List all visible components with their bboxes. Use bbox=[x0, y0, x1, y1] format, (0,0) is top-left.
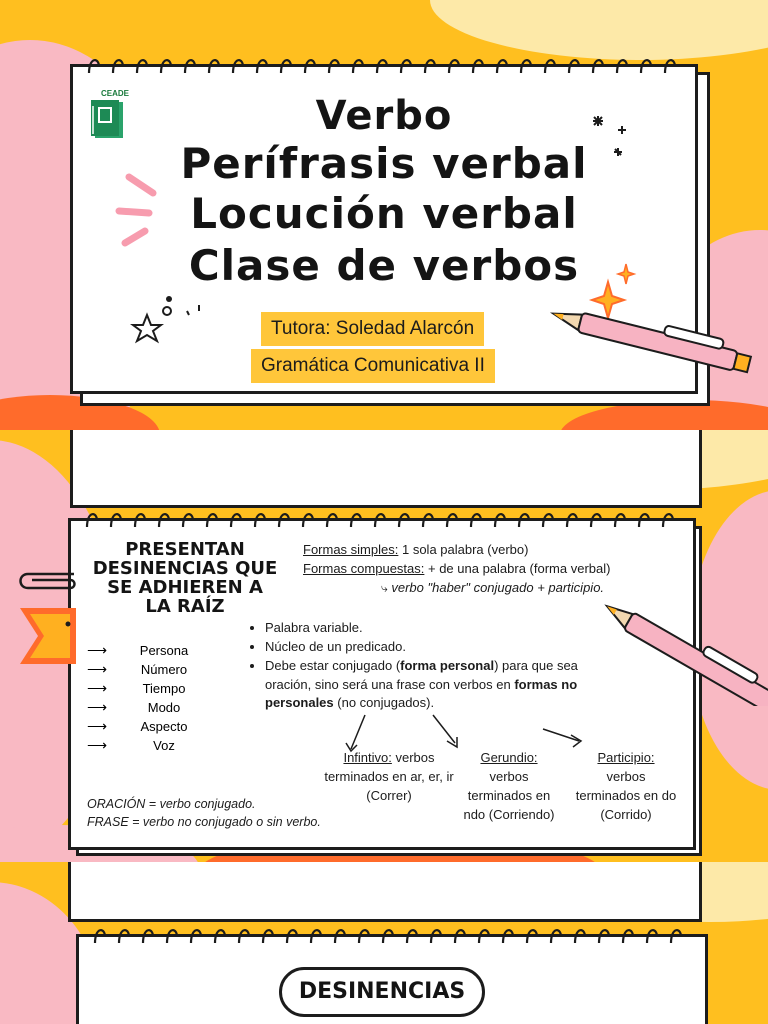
compuestas-note-text: verbo "haber" conjugado + participio. bbox=[391, 579, 605, 595]
tutor-tag: Tutora: Soledad Alarcón bbox=[261, 312, 484, 346]
slide-desinencias bbox=[0, 862, 768, 1024]
slide-title bbox=[0, 0, 768, 430]
formas-compuestas-label: Formas compuestas: bbox=[303, 560, 425, 576]
gerundio-label: Gerundio: bbox=[480, 750, 538, 765]
bullet3-part-c: ) para que sea oración, sino será una frase con verbos en bbox=[265, 657, 578, 692]
bullet-item: • Palabra variable. bbox=[265, 619, 625, 638]
formas-block bbox=[303, 541, 683, 598]
bullet3-part-e: (no conjugados). bbox=[333, 695, 435, 711]
doodle-star-icon bbox=[129, 285, 229, 345]
list-item-label: Modo bbox=[147, 700, 181, 715]
card-back-top bbox=[70, 430, 702, 508]
frase-definition: FRASE = verbo no conjugado o sin verbo. bbox=[87, 815, 321, 830]
arrow-icon: ⟶ bbox=[87, 737, 108, 753]
small-stars-icon bbox=[588, 112, 638, 162]
curved-arrow-icon: ⤷ bbox=[381, 580, 388, 595]
arrow-icon: ⟶ bbox=[87, 699, 108, 715]
arrow-icon: ⟶ bbox=[87, 718, 108, 734]
title-line-1: Verbo bbox=[315, 93, 453, 139]
list-item bbox=[87, 641, 197, 660]
spiral-binding bbox=[71, 507, 699, 533]
paperclip-icon bbox=[14, 560, 78, 600]
bullet3-part-a: Debe estar conjugado ( bbox=[265, 657, 401, 673]
participio-text: verbos terminados en do (Corrido) bbox=[575, 768, 677, 822]
spiral-binding bbox=[73, 53, 701, 79]
bullet3-part-d: formas no personales bbox=[265, 676, 578, 711]
ribbon-bookmark-icon bbox=[20, 606, 80, 668]
bullet-block bbox=[253, 619, 625, 713]
arrow-icon: ⟶ bbox=[87, 680, 108, 696]
desinencias-heading bbox=[85, 541, 285, 617]
pen-icon bbox=[600, 596, 768, 706]
bullet3-part-b: forma personal bbox=[400, 657, 495, 673]
bullet-list bbox=[253, 619, 625, 713]
desinencias-pill bbox=[279, 967, 485, 1017]
list-item-label: Persona bbox=[139, 643, 189, 658]
heading-line-3: SE ADHIEREN A bbox=[107, 576, 263, 598]
course-tag: Gramática Comunicativa II bbox=[251, 349, 495, 383]
formas-simples-text: 1 sola palabra (verbo) bbox=[401, 542, 529, 557]
infinitivo-label: Infintivo: bbox=[343, 750, 392, 765]
list-item bbox=[87, 698, 197, 717]
spiral-binding bbox=[79, 923, 707, 949]
pink-squiggle-icon bbox=[115, 167, 165, 257]
bullet-item bbox=[265, 657, 625, 714]
participio-box bbox=[573, 749, 679, 824]
list-item-label: Voz bbox=[153, 738, 175, 753]
title-line-3: Locución verbal bbox=[190, 189, 578, 238]
formas-simples-label: Formas simples: bbox=[303, 542, 399, 557]
desinencias-title: DESINENCIAS bbox=[298, 979, 466, 1005]
heading-line-1: PRESENTAN bbox=[125, 539, 245, 560]
title-line-4: Clase de verbos bbox=[188, 241, 580, 290]
infinitivo-box bbox=[323, 749, 455, 806]
participio-label: Participio: bbox=[597, 750, 655, 765]
arrow-icon: ⟶ bbox=[87, 642, 108, 658]
heading-line-4: LA RAÍZ bbox=[145, 595, 225, 617]
logo-label: CEADE bbox=[100, 89, 129, 98]
list-item bbox=[87, 679, 197, 698]
pen-icon bbox=[540, 308, 760, 388]
list-item-label: Aspecto bbox=[140, 719, 188, 734]
formas-compuestas-text: + de una palabra (forma verbal) bbox=[428, 560, 611, 576]
desinencias-list bbox=[87, 641, 197, 755]
gerundio-text: verbos terminados en ndo (Corriendo) bbox=[463, 768, 555, 822]
list-item bbox=[87, 660, 197, 679]
desinencias-card bbox=[76, 934, 708, 1024]
oracion-definition: ORACIÓN = verbo conjugado. bbox=[87, 797, 256, 811]
list-item-label: Tiempo bbox=[142, 681, 186, 696]
gerundio-box bbox=[457, 749, 561, 824]
title-line-2: Perífrasis verbal bbox=[180, 139, 588, 188]
formas-compuestas bbox=[303, 560, 683, 579]
bg-blob-cream bbox=[430, 0, 768, 60]
arrow-icon: ⟶ bbox=[87, 661, 108, 677]
list-item bbox=[87, 717, 197, 736]
definitions bbox=[87, 795, 327, 831]
bullet-item: • Núcleo de un predicado. bbox=[265, 638, 625, 657]
formas-simples bbox=[303, 541, 683, 560]
slide-verbo bbox=[0, 430, 768, 862]
heading-line-2: DESINENCIAS QUE bbox=[92, 557, 278, 579]
list-item bbox=[87, 736, 197, 755]
infinitivo-text: verbos terminados en ar, er, ir (Correr) bbox=[324, 750, 454, 803]
compuestas-note bbox=[303, 579, 683, 598]
card-back-top bbox=[68, 862, 702, 922]
list-item-label: Número bbox=[140, 662, 188, 677]
